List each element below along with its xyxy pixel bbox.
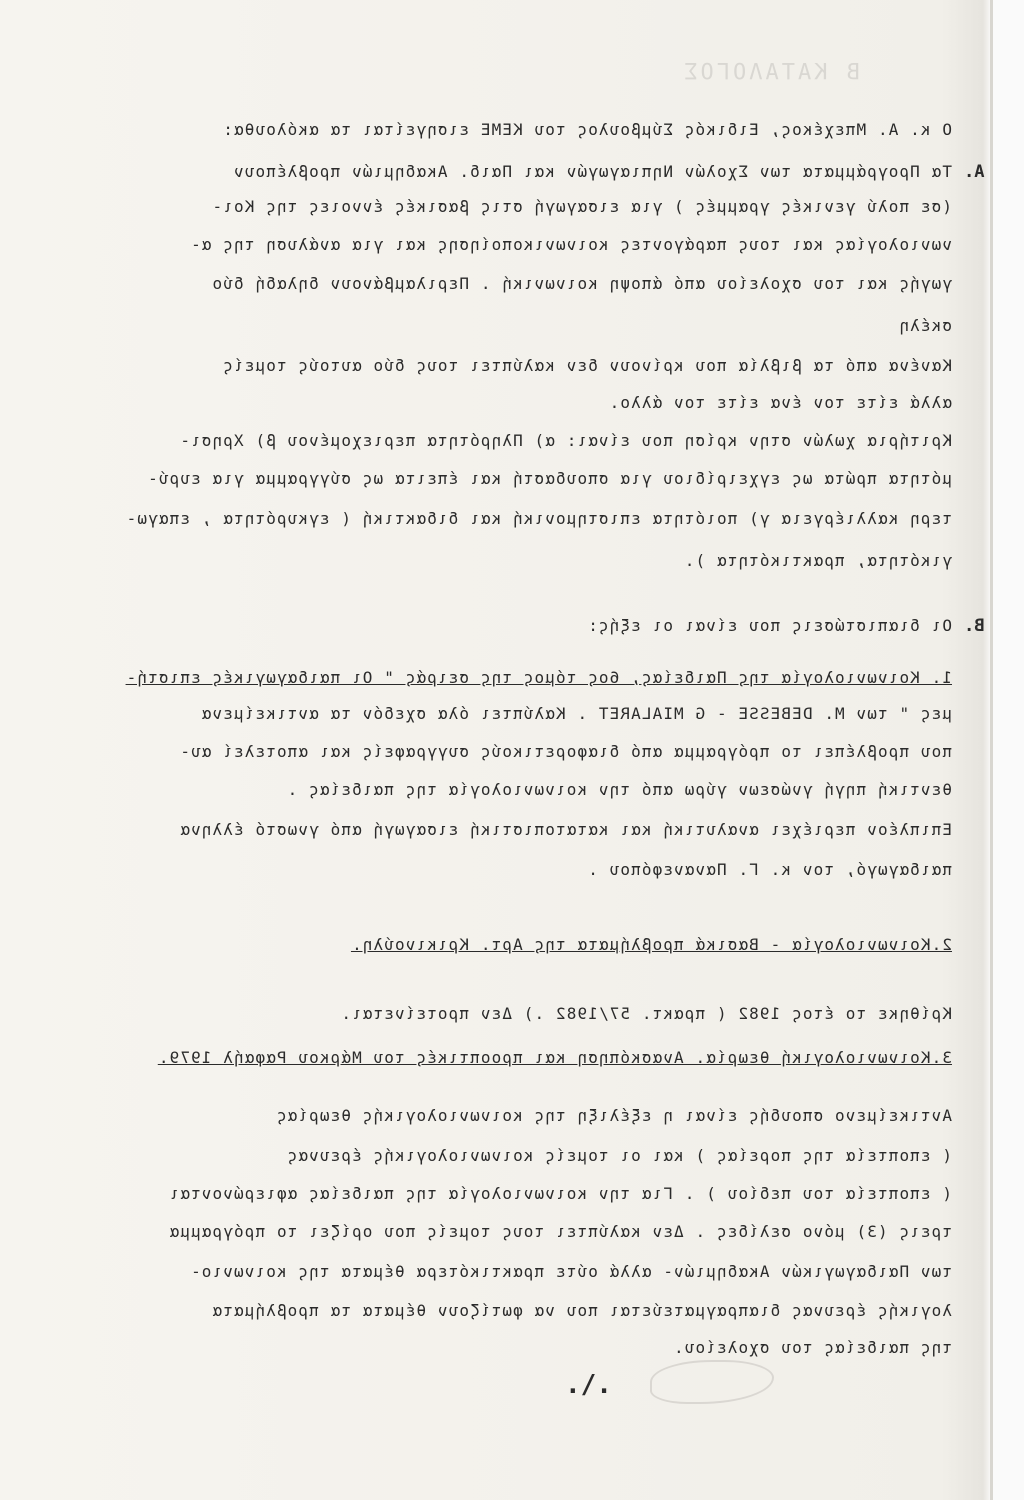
text-line: ( εποπτεία του πεδίου ) . Για την κοινωνιολογία της παιδείας αφιερώνονται bbox=[168, 1184, 952, 1203]
text-line: παιδαγωγό, τον κ. Γ. Πανανεφόπου . bbox=[587, 860, 952, 879]
page-end-mark: ./. bbox=[565, 1370, 612, 1400]
text-line: Ο κ. Α. Μπεχέκος, Ειδικός Σύμβουλος του ΚΕΜΕ εισηγείται τα ακόλουθα: bbox=[222, 120, 952, 139]
text-line: Κανένα από τα βιβλία που κρίνουν δεν καλύπτει τους δύο αυτούς τομείς bbox=[222, 356, 952, 375]
text-line: 3.Κοινωνιολογική θεωρία. Ανασκόπηση και προοπτικές του Μάρκου Ραφαήλ 1979. bbox=[157, 1048, 952, 1067]
text-line: Κριτήρια χωλών στην κρίση που είναι: α) Πληρότητα περιεχομένου β) Χρησι- bbox=[179, 431, 952, 450]
text-line: γωγής και του σχολείου από άποψη κοινωνική . Περιλαμβάνουν δηλαδή δύο bbox=[211, 274, 952, 293]
text-line: μότητα πρώτα ως εγχειρίδιου για σπουδαστή και έπειτα ως σύγγραμμα για ευρύ- bbox=[147, 469, 952, 488]
text-line: τρεις (3) μόνο σελίδες . Δεν καλύπτει τους τομείς που ορίζει το πρόγραμμα bbox=[168, 1222, 952, 1241]
text-line: της παιδείας του σχολείου. bbox=[672, 1338, 952, 1357]
text-line: που προβλέπει το πρόγραμμα από διαφορετικούς συγγραφείς και αποτελεί αυ- bbox=[179, 742, 952, 761]
text-line: σκέλη bbox=[898, 316, 952, 335]
page-edge bbox=[990, 0, 1024, 1500]
faded-header: Β ΚΑΤΑΛΟΓΟΣ bbox=[681, 60, 860, 85]
text-line: τερη καλλιέργεια γ) ποιότητα επιστημονική και διδακτική ( εγκυρότητα , επαγω- bbox=[125, 509, 952, 528]
text-line: ( εποπτεία της πορείας ) και οι τομείς κοινωνιολογικής έρευνας bbox=[286, 1146, 952, 1165]
text-line: μες " των M. DEBESSE - G MIALARET . Καλύπτει όλα σχεδόν τα αντικείμενα bbox=[200, 704, 952, 723]
text-line: των Παιδαγωγικών Ακαδημιών- αλλά ούτε πρακτικότερα θέματα της κοινωνιο- bbox=[189, 1262, 952, 1281]
text-line: γικότητα, πρακτικότητα ). bbox=[683, 551, 952, 570]
text-line: νωνιολογίας και τους παράγοντες κοινωνικοποίησης και για ανάλυση της α- bbox=[189, 235, 952, 254]
text-line: Οι διαπιστώσεις που είναι οι εξής: bbox=[587, 616, 952, 635]
text-line: Κρίθηκε το έτος 1982 ( πρακτ. 57/1982 .) Δεν προτείνεται. bbox=[340, 1004, 952, 1023]
text-line: αλλά είτε τον ένα είτε τον άλλο. bbox=[608, 393, 952, 412]
text-line: 1. Κοινωνιολογία της Παιδείας, 6ος τόμος της σειράς " Οι παιδαγωγικές επιστή- bbox=[125, 668, 952, 687]
text-line: Επιπλέον περιέχει αναλυτική και κατατοπιστική εισαγωγή από γνωστό έλληνα bbox=[179, 820, 952, 839]
section-marker-a: Α. bbox=[963, 162, 984, 182]
text-line: Αντικείμενο σπουδής είναι η εξέλιξη της κοινωνιολογικής θεωρίας bbox=[275, 1106, 952, 1125]
text-line: Τα Προγράμματα των Σχολών Νηπιαγωγών και Παιδ. Ακαδημιών προβλέπουν bbox=[232, 162, 952, 181]
section-marker-b: Β. bbox=[963, 616, 984, 636]
text-line: (σε πολύ γενικές γραμμές ) για εισαγωγή στις βασικές έννοιες της Κοι- bbox=[211, 197, 952, 216]
text-line: λογικής έρευνας διαπραγματεύεται που να φωτίζουν θέματα τα προβλήματα bbox=[211, 1301, 952, 1320]
text-line: θεντική πηγή γνώσεων γύρω από την κοινωνιολογία της παιδείας . bbox=[286, 780, 952, 799]
text-line: 2.Κοινωνιολογία - Βασικά προβλήματα της Αρτ. Κρικινούλη. bbox=[350, 935, 952, 954]
faint-signature bbox=[650, 1360, 774, 1404]
